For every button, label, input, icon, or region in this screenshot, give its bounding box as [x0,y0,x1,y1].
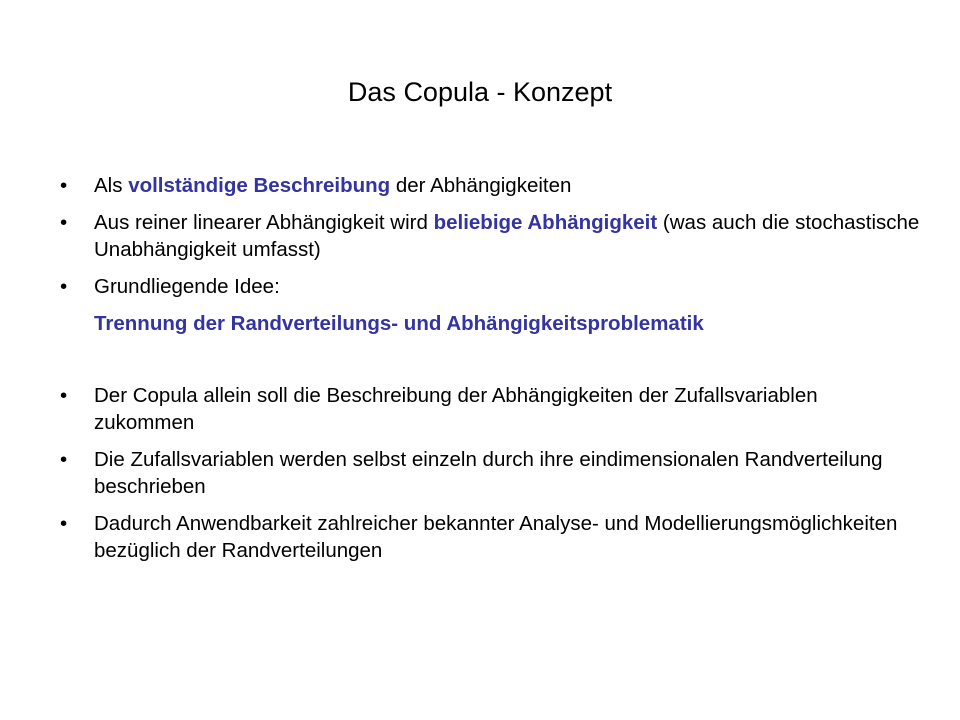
bullet-text: Der Copula allein soll die Beschreibung der Abhängigkeiten der Zufallsvariablen zukommen [94,384,818,434]
bullet-text: Grundliegende Idee: [94,275,280,298]
bullet-text-before: Aus reiner linearer Abhängigkeit wird [94,211,434,234]
bullet-text-after: (was auch die stochastische Unabhängigkeit umfasst) [94,211,920,261]
bullet-text-before: Als [94,174,129,197]
bullet-item [60,209,920,263]
bullet-highlight: vollständige Beschreibung [128,174,391,197]
key-idea-line [60,310,920,337]
spacer [60,347,920,382]
bullet-text-after: der Abhängigkeiten [390,174,572,197]
bullet-icon: • [60,275,68,298]
key-idea-highlight: Trennung der Randverteilungs- und Abhängigkeitsproblematik [94,312,704,335]
bullet-icon: • [60,211,68,234]
bullet-icon: • [60,384,68,407]
slide-title: Das Copula - Konzept [347,77,613,107]
bullet-text: Dadurch Anwendbarkeit zahlreicher bekannter Analyse- und Modellierungsmöglichkeiten bezüglich der Randverteilungen [94,512,898,562]
bullet-item [60,273,920,300]
bullet-item [60,446,920,500]
bullet-list [60,172,920,574]
bullet-text: Die Zufallsvariablen werden selbst einzeln durch ihre eindimensionalen Randverteilung beschrieben [94,448,883,498]
bullet-item [60,382,920,436]
bullet-icon: • [60,174,68,197]
bullet-item [60,172,920,199]
bullet-item [60,510,920,564]
bullet-highlight: beliebige Abhängigkeit [433,211,658,234]
bullet-icon: • [60,512,68,535]
bullet-icon: • [60,448,68,471]
